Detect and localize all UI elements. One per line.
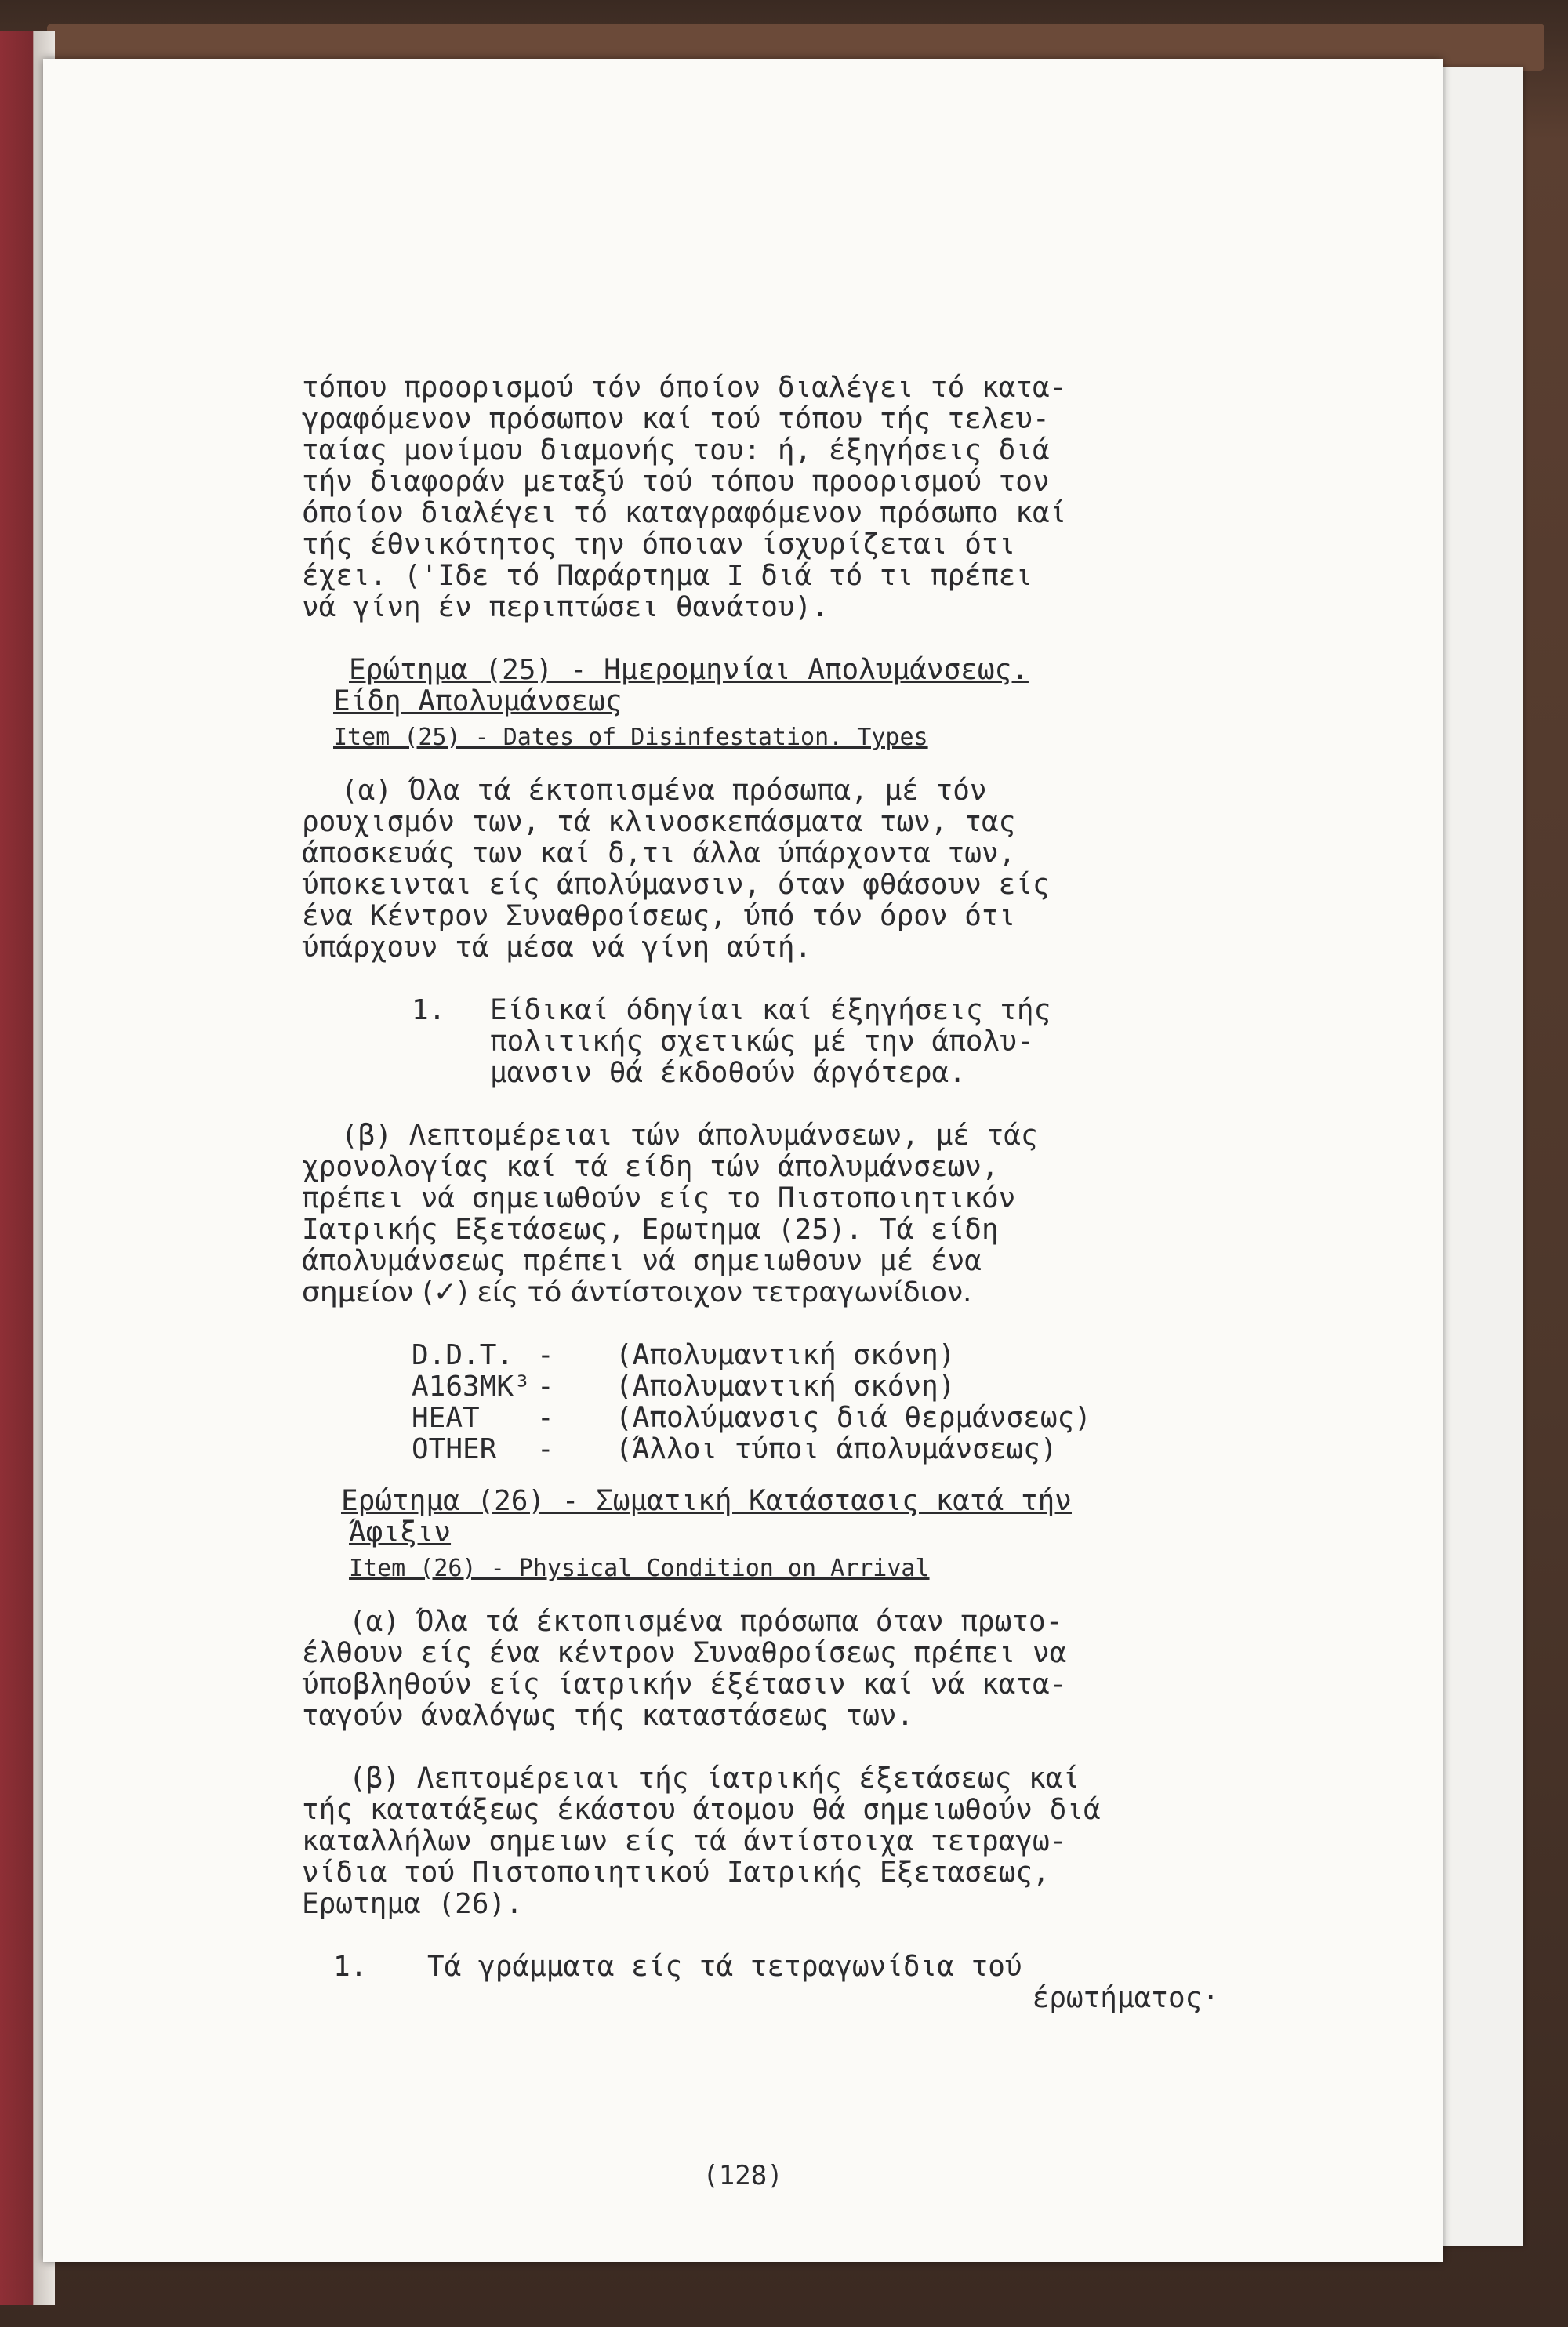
text-line: (α) Όλα τά έκτοπισμένα πρόσωπα, μέ τόν (341, 775, 987, 807)
type-description: (Απολύμανσις διά θερμάνσεως) (615, 1402, 1091, 1434)
text-line: τήν διαφοράν μεταξύ τού τόπου προορισμού τον (302, 466, 1050, 498)
text-line: καταλλήλων σημειων είς τά άντίστοιχα τετραγω- (302, 1825, 1067, 1857)
text-line: τόπου προορισμού τόν όποίον διαλέγει τό κατα- (302, 372, 1067, 404)
item-number: 1. (412, 994, 446, 1026)
type-description: (Απολυμαντική σκόνη) (615, 1370, 956, 1403)
text-line: μανσιν θά έκδοθούν άργότερα. (490, 1057, 966, 1089)
section-heading-greek: Ερώτημα (26) - Σωματική Κατάστασις κατά τήν (341, 1485, 1072, 1517)
disinfection-types-list (412, 1340, 1266, 1465)
section-heading-greek-cont: Είδη Απολυμάνσεως (333, 685, 622, 717)
text-line: ύποβληθούν είς ίατρικήν έξέτασιν καί νά κατα- (302, 1668, 1067, 1701)
type-code: A163MK³ (412, 1370, 531, 1403)
paragraph-b (302, 1763, 1266, 1920)
text-line: έλθουν είς ένα κέντρον Συναθροίσεως πρέπει να (302, 1637, 1067, 1669)
section-heading-english: Item (26) - Physical Condition on Arrival (349, 1555, 930, 1582)
text-line: τής έθνικότητος την όποιαν ίσχυρίζεται ότι (302, 528, 1016, 561)
text-line: Είδικαί όδηγίαι καί έξηγήσεις τής (490, 994, 1051, 1026)
type-code: OTHER (412, 1433, 497, 1465)
list-item (412, 1371, 1266, 1403)
numbered-item (302, 1951, 1266, 2014)
type-code: D.D.T. (412, 1339, 514, 1371)
text-line: όποίον διαλέγει τό καταγραφόμενον πρόσωπο καί (302, 497, 1067, 529)
paragraph-a (302, 1606, 1266, 1732)
item-text: Τά γράμματα είς τά τετραγωνίδια τού (427, 1951, 1022, 1983)
type-description: (Απολυμαντική σκόνη) (615, 1339, 956, 1371)
text-line: ένα Κέντρον Συναθροίσεως, ύπό τόν όρον ότι (302, 900, 1016, 932)
text-line: πολιτικής σχετικώς μέ την άπολυ- (490, 1026, 1034, 1058)
text-line: πρέπει νά σημειωθούν είς το Πιστοποιητικόν (302, 1182, 1016, 1214)
section-25 (302, 655, 1266, 1465)
page-content (302, 372, 1266, 2014)
intro-paragraph (302, 372, 1266, 623)
numbered-item (412, 995, 1266, 1089)
text-line: νίδια τού Πιστοποιητικού Ιατρικής Εξετασεως, (302, 1857, 1050, 1889)
list-item (412, 1403, 1266, 1434)
text-line: έχει. ('Ιδε τό Παράρτημα I διά τό τι πρέπει (302, 560, 1033, 592)
text-line: Ερωτημα (26). (302, 1888, 523, 1920)
item-text-tail: έρωτήματος· (1032, 1982, 1219, 2014)
text-line: Ιατρικής Εξετάσεως, Ερωτημα (25). Τά είδη (302, 1214, 999, 1246)
section-26 (302, 1486, 1266, 2014)
section-heading-english: Item (25) - Dates of Disinfestation. Types (333, 724, 928, 751)
text-line: ταγούν άναλόγως τής καταστάσεως των. (302, 1700, 914, 1732)
dash: - (537, 1370, 554, 1403)
item-text (490, 995, 1266, 1089)
list-item (412, 1340, 1266, 1371)
item-number: 1. (333, 1951, 368, 1983)
text-line: σημείον (✓) είς τό άντίστοιχον τετραγωνίδιον. (302, 1276, 972, 1309)
type-code: HEAT (412, 1402, 480, 1434)
text-line: άποσκευάς των καί δ,τι άλλα ύπάρχοντα των, (302, 837, 1016, 869)
type-description: (Άλλοι τύποι άπολυμάνσεως) (615, 1433, 1058, 1465)
text-line: (β) Λεπτομέρειαι τών άπολυμάνσεων, μέ τάς (341, 1120, 1038, 1152)
text-line: τής κατατάξεως έκάστου άτομου θά σημειωθούν διά (302, 1794, 1101, 1826)
list-item (412, 1434, 1266, 1465)
text-line: ταίας μονίμου διαμονής του: ή, έξηγήσεις διά (302, 434, 1050, 466)
section-heading-greek-cont: Άφιξιν (349, 1516, 452, 1548)
section-heading-greek: Ερώτημα (25) - Ημερομηνίαι Απολυμάνσεως. (349, 654, 1029, 686)
text-line: (β) Λεπτομέρειαι τής ίατρικής έξετάσεως καί (349, 1762, 1080, 1795)
text-line: ρουχισμόν των, τά κλινοσκεπάσματα των, τας (302, 806, 1016, 838)
page-number: (128) (702, 2160, 783, 2191)
document-page (43, 59, 1443, 2262)
paragraph-a (302, 775, 1266, 964)
text-line: άπολυμάνσεως πρέπει νά σημειωθουν μέ ένα (302, 1245, 982, 1277)
dash: - (537, 1339, 554, 1371)
text-line: ύπάρχουν τά μέσα νά γίνη αύτή. (302, 931, 812, 964)
numbered-item-row (333, 1951, 1266, 1983)
text-line: (α) Όλα τά έκτοπισμένα πρόσωπα όταν πρωτο- (349, 1606, 1063, 1638)
text-line: νά γίνη έν περιπτώσει θανάτου). (302, 591, 829, 623)
text-line: χρονολογίας καί τά είδη τών άπολυμάνσεων, (302, 1151, 999, 1183)
dash: - (537, 1433, 554, 1465)
text-line: ύποκεινται είς άπολύμανσιν, όταν φθάσουν είς (302, 869, 1050, 901)
text-line: γραφόμενον πρόσωπον καί τού τόπου τής τελευ- (302, 403, 1050, 435)
paragraph-b (302, 1120, 1266, 1309)
dash: - (537, 1402, 554, 1434)
